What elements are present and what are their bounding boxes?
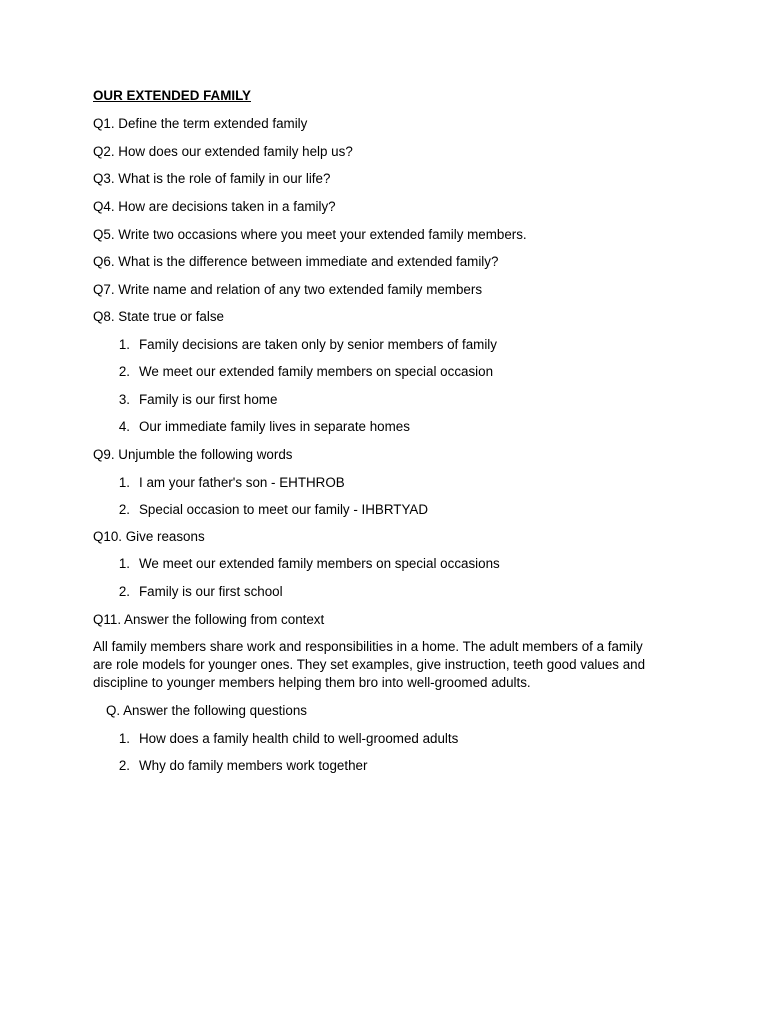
question-11-heading: Q11. Answer the following from context <box>93 612 325 627</box>
context-passage: All family members share work and responsibilities in a home. The adult members of a family are role models for younger ones. They set examples, give instruction, teeth good values and discipline to younger members helping them bro into well-groomed adults. <box>93 639 646 690</box>
list-number: 1. <box>118 731 130 746</box>
list-text: Family is our first school <box>139 584 283 599</box>
list-text: Family decisions are taken only by senior members of family <box>139 337 497 352</box>
list-number: 1. <box>118 556 130 571</box>
list-text: I am your father's son - EHTHROB <box>139 475 345 490</box>
question-9-heading: Q9. Unjumble the following words <box>93 447 293 462</box>
question-10-heading: Q10. Give reasons <box>93 529 205 544</box>
list-text: Family is our first home <box>139 392 278 407</box>
list-number: 2. <box>118 758 130 773</box>
list-text: How does a family health child to well-groomed adults <box>139 731 459 746</box>
question-7: Q7. Write name and relation of any two extended family members <box>93 282 483 297</box>
list-number: 2. <box>118 584 130 599</box>
list-number: 4. <box>118 419 130 434</box>
list-text: We meet our extended family members on special occasion <box>139 364 494 379</box>
list-number: 1. <box>118 475 130 490</box>
question-5: Q5. Write two occasions where you meet your extended family members. <box>93 227 527 242</box>
list-number: 3. <box>118 392 130 407</box>
question-3: Q3. What is the role of family in our life? <box>93 171 331 186</box>
question-6: Q6. What is the difference between immediate and extended family? <box>93 254 499 269</box>
question-4: Q4. How are decisions taken in a family? <box>93 199 336 214</box>
list-text: Why do family members work together <box>139 758 368 773</box>
list-number: 2. <box>118 502 130 517</box>
question-2: Q2. How does our extended family help us? <box>93 144 353 159</box>
page-title: OUR EXTENDED FAMILY <box>93 88 251 103</box>
list-text: Special occasion to meet our family - IHBRTYAD <box>139 502 428 517</box>
list-number: 1. <box>118 337 130 352</box>
list-number: 2. <box>118 364 130 379</box>
question-8-heading: Q8. State true or false <box>93 309 224 324</box>
question-1: Q1. Define the term extended family <box>93 116 308 131</box>
list-text: Our immediate family lives in separate homes <box>139 419 410 434</box>
list-text: We meet our extended family members on special occasions <box>139 556 500 571</box>
sub-question-heading: Q. Answer the following questions <box>106 703 307 718</box>
